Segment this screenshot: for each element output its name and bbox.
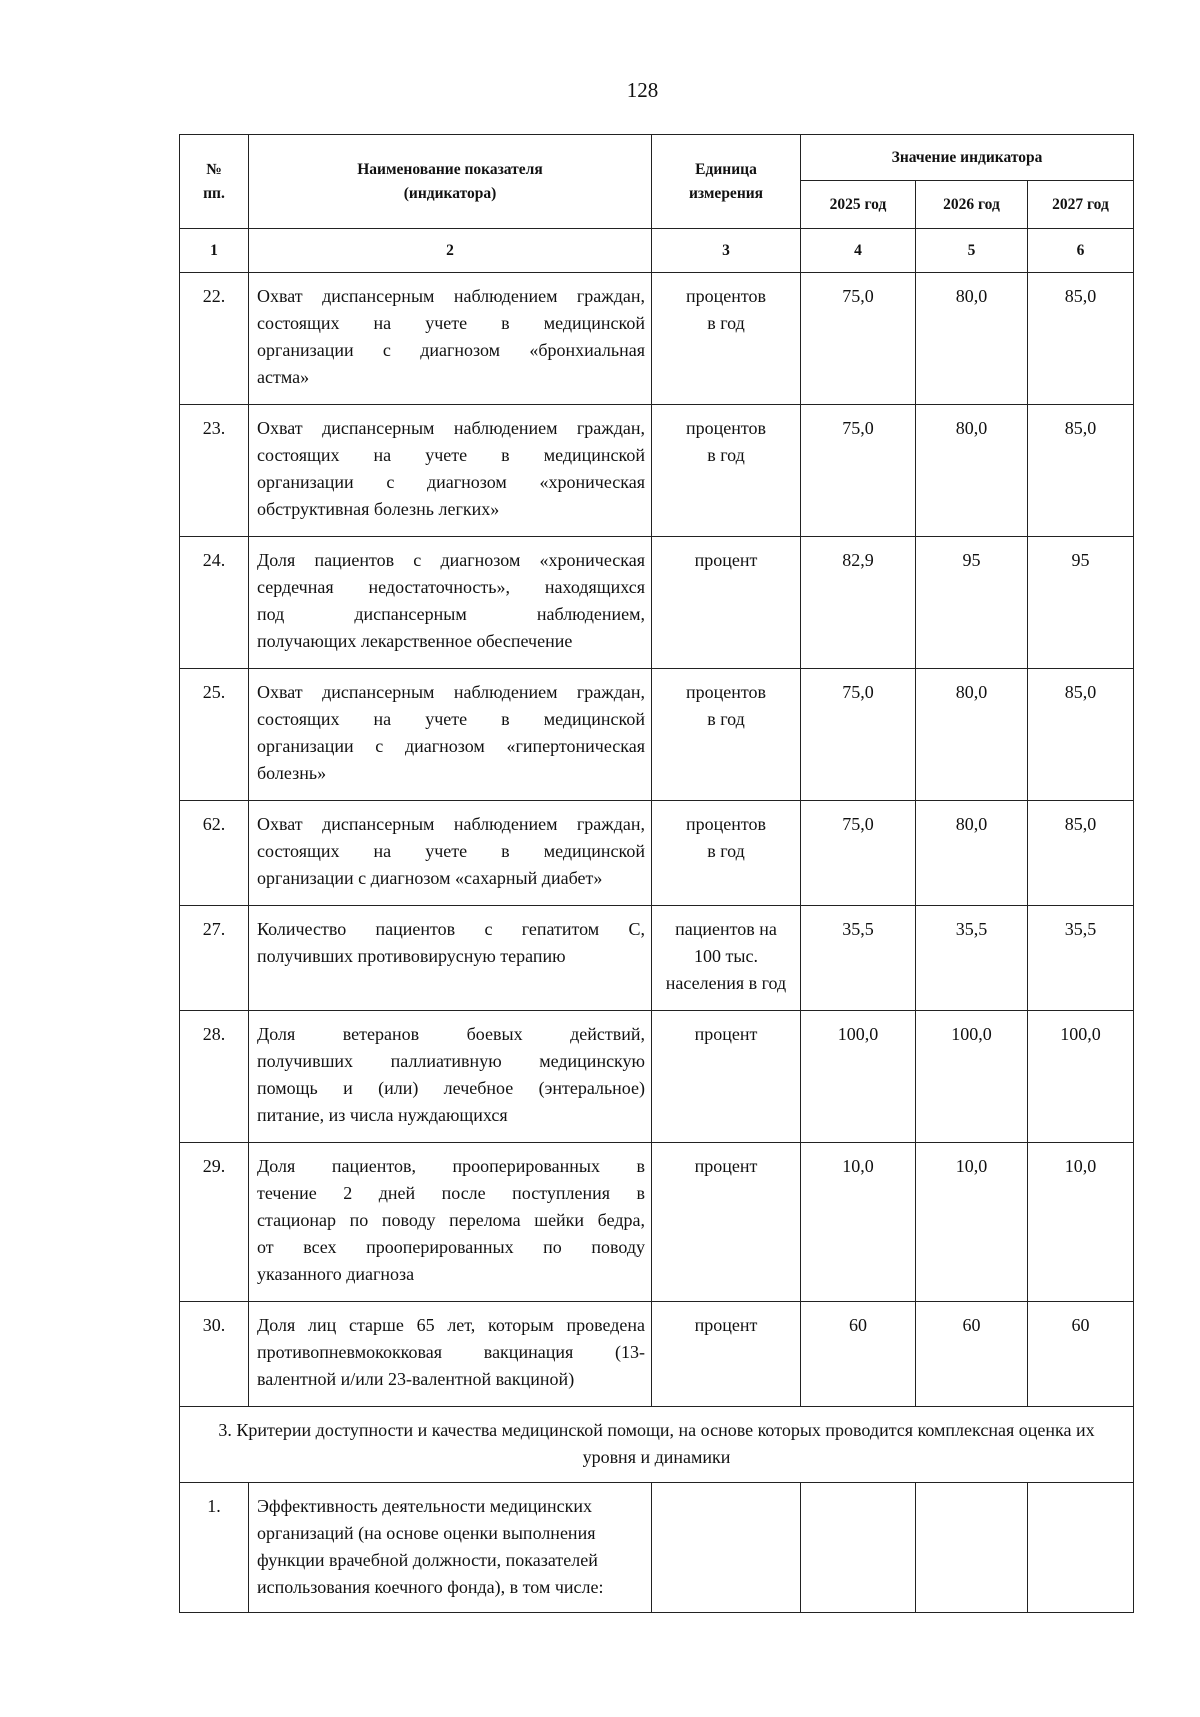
indicator-value-2026: 10,0 <box>916 1143 1028 1302</box>
row-number: 30. <box>180 1302 249 1407</box>
indicator-value-2027: 95 <box>1028 537 1134 669</box>
column-number: 3 <box>652 229 801 273</box>
table-row <box>180 273 1134 405</box>
indicator-name-line: получивших паллиативную медицинскую <box>257 1051 645 1071</box>
header-unit: Единица измерения <box>652 135 801 229</box>
indicator-value-2026: 60 <box>916 1302 1028 1407</box>
indicator-value-2026: 80,0 <box>916 801 1028 906</box>
unit-of-measure: процент <box>652 537 801 669</box>
row-number: 1. <box>180 1483 249 1613</box>
table-row <box>180 801 1134 906</box>
header-year-2027: 2027 год <box>1028 181 1134 229</box>
column-number: 6 <box>1028 229 1134 273</box>
indicator-name <box>249 1011 652 1143</box>
indicator-value-2026: 35,5 <box>916 906 1028 1011</box>
column-number: 5 <box>916 229 1028 273</box>
unit-of-measure: процент <box>652 1011 801 1143</box>
indicator-name-line: функции врачебной должности, показателей <box>257 1550 598 1570</box>
header-indicator-value: Значение индикатора <box>801 135 1134 181</box>
indicator-name-line: Охват диспансерным наблюдением граждан, <box>257 418 645 438</box>
indicator-name-line: Доля пациентов, прооперированных в <box>257 1156 645 1176</box>
indicator-value-2025: 60 <box>801 1302 916 1407</box>
indicator-value-2025 <box>801 1483 916 1613</box>
unit-of-measure: процентов в год <box>652 405 801 537</box>
indicator-name-line: астма» <box>257 367 310 387</box>
row-number: 62. <box>180 801 249 906</box>
indicator-value-2025: 10,0 <box>801 1143 916 1302</box>
indicators-table <box>179 134 1134 1613</box>
row-number: 27. <box>180 906 249 1011</box>
table-row <box>180 669 1134 801</box>
indicator-value-2026: 95 <box>916 537 1028 669</box>
indicator-name <box>249 273 652 405</box>
indicator-value-2026: 100,0 <box>916 1011 1028 1143</box>
indicator-name-line: Доля пациентов с диагнозом «хроническая <box>257 550 645 570</box>
indicator-name <box>249 801 652 906</box>
indicator-value-2025: 100,0 <box>801 1011 916 1143</box>
indicator-value-2027: 85,0 <box>1028 801 1134 906</box>
row-number: 28. <box>180 1011 249 1143</box>
indicator-value-2026: 80,0 <box>916 405 1028 537</box>
indicator-name <box>249 537 652 669</box>
table-row <box>180 906 1134 1011</box>
indicator-value-2025: 75,0 <box>801 273 916 405</box>
table-row <box>180 537 1134 669</box>
indicator-name <box>249 669 652 801</box>
row-number: 29. <box>180 1143 249 1302</box>
indicator-name-line: обструктивная болезнь легких» <box>257 499 500 519</box>
indicator-value-2027: 10,0 <box>1028 1143 1134 1302</box>
table-row <box>180 1302 1134 1407</box>
indicator-name-line: течение 2 дней после поступления в <box>257 1183 645 1203</box>
indicator-name-line: болезнь» <box>257 763 327 783</box>
table-row <box>180 1483 1134 1613</box>
indicator-name-line: противопневмококковая вакцинация (13- <box>257 1342 645 1362</box>
unit-of-measure: процентов в год <box>652 669 801 801</box>
indicator-name-line: Охват диспансерным наблюдением граждан, <box>257 682 645 702</box>
column-numbers-row <box>180 229 1134 273</box>
indicator-name-line: питание, из числа нуждающихся <box>257 1105 508 1125</box>
indicator-name-line: сердечная недостаточность», находящихся <box>257 577 645 597</box>
indicator-value-2025: 82,9 <box>801 537 916 669</box>
row-number: 22. <box>180 273 249 405</box>
indicator-value-2026: 80,0 <box>916 273 1028 405</box>
indicator-name <box>249 1302 652 1407</box>
indicator-name-line: от всех прооперированных по поводу <box>257 1237 645 1257</box>
indicator-name-line: Доля ветеранов боевых действий, <box>257 1024 645 1044</box>
indicator-value-2027: 35,5 <box>1028 906 1134 1011</box>
unit-of-measure: процентов в год <box>652 273 801 405</box>
column-number: 4 <box>801 229 916 273</box>
unit-of-measure: процент <box>652 1143 801 1302</box>
indicator-value-2025: 75,0 <box>801 669 916 801</box>
unit-of-measure: процентов в год <box>652 801 801 906</box>
indicator-name-line: получающих лекарственное обеспечение <box>257 631 573 651</box>
indicator-name <box>249 405 652 537</box>
row-number: 25. <box>180 669 249 801</box>
indicator-name-line: состоящих на учете в медицинской <box>257 841 645 861</box>
indicator-name-line: помощь и (или) лечебное (энтеральное) <box>257 1078 645 1098</box>
indicator-value-2025: 35,5 <box>801 906 916 1011</box>
header-year-2026: 2026 год <box>916 181 1028 229</box>
indicator-value-2027: 85,0 <box>1028 273 1134 405</box>
indicator-name-line: под диспансерным наблюдением, <box>257 604 645 624</box>
page-number: 128 <box>626 78 659 102</box>
unit-of-measure <box>652 1483 801 1613</box>
indicator-name <box>249 906 652 1011</box>
unit-of-measure: процент <box>652 1302 801 1407</box>
table-row <box>180 1011 1134 1143</box>
indicator-name-line: валентной и/или 23-валентной вакциной) <box>257 1369 575 1389</box>
unit-of-measure: пациентов на 100 тыс. населения в год <box>652 906 801 1011</box>
indicator-value-2027: 85,0 <box>1028 405 1134 537</box>
indicator-name-line: состоящих на учете в медицинской <box>257 709 645 729</box>
indicator-name <box>249 1143 652 1302</box>
table-row <box>180 405 1134 537</box>
indicator-value-2026 <box>916 1483 1028 1613</box>
header-no: № пп. <box>180 135 249 229</box>
header-year-2025: 2025 год <box>801 181 916 229</box>
indicator-value-2027: 100,0 <box>1028 1011 1134 1143</box>
indicator-value-2027: 85,0 <box>1028 669 1134 801</box>
indicator-name-line: стационар по поводу перелома шейки бедра, <box>257 1210 645 1230</box>
indicator-name-line: организации с диагнозом «бронхиальная <box>257 340 645 360</box>
indicator-name-line: состоящих на учете в медицинской <box>257 445 645 465</box>
header-name: Наименование показателя (индикатора) <box>249 135 652 229</box>
column-number: 2 <box>249 229 652 273</box>
indicator-value-2027: 60 <box>1028 1302 1134 1407</box>
indicator-name-line: получивших противовирусную терапию <box>257 946 566 966</box>
section-title: 3. Критерии доступности и качества медицинской помощи, на основе которых проводится комплексная оценка их уровня и динамики <box>180 1407 1134 1483</box>
indicator-name-line: Количество пациентов с гепатитом С, <box>257 919 645 939</box>
indicator-name-line: организации с диагнозом «хроническая <box>257 472 645 492</box>
indicator-name-line: Доля лиц старше 65 лет, которым проведена <box>257 1315 645 1335</box>
indicator-name-line: организации с диагнозом «сахарный диабет» <box>257 868 603 888</box>
indicator-value-2025: 75,0 <box>801 801 916 906</box>
indicator-name-line: Охват диспансерным наблюдением граждан, <box>257 286 645 306</box>
indicator-name-line: Охват диспансерным наблюдением граждан, <box>257 814 645 834</box>
row-number: 24. <box>180 537 249 669</box>
indicator-value-2025: 75,0 <box>801 405 916 537</box>
indicator-name-line: использования коечного фонда), в том числе: <box>257 1577 604 1597</box>
indicator-value-2027 <box>1028 1483 1134 1613</box>
indicator-name-line: Эффективность деятельности медицинских <box>257 1496 592 1516</box>
indicator-name-line: состоящих на учете в медицинской <box>257 313 645 333</box>
table-row <box>180 1143 1134 1302</box>
column-number: 1 <box>180 229 249 273</box>
row-number: 23. <box>180 405 249 537</box>
indicator-name <box>249 1483 652 1613</box>
indicator-name-line: организации с диагнозом «гипертоническая <box>257 736 645 756</box>
indicator-value-2026: 80,0 <box>916 669 1028 801</box>
indicator-name-line: организаций (на основе оценки выполнения <box>257 1523 596 1543</box>
section-row <box>180 1407 1134 1483</box>
indicator-name-line: указанного диагноза <box>257 1264 415 1284</box>
